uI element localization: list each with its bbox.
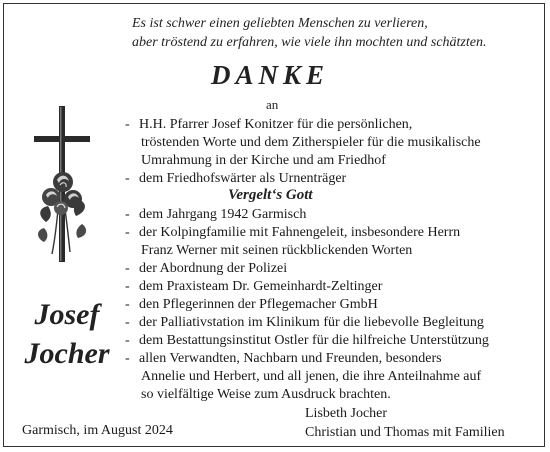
deceased-first-name: Josef (34, 298, 100, 331)
list-item (125, 296, 489, 314)
list-dash: - (125, 351, 130, 366)
list-dash: - (125, 225, 130, 240)
list-dash: - (125, 171, 130, 186)
list-dash: - (125, 261, 130, 276)
list-text: H.H. Pfarrer Josef Konitzer für die persönlichen, (139, 117, 413, 132)
list-text: der Abordnung der Polizei (139, 261, 288, 276)
list-item (125, 260, 489, 278)
list-item (125, 314, 489, 332)
list-item-continuation: so vielfältige Weise zum Ausdruck brachten. (141, 387, 391, 402)
thanks-list (125, 116, 489, 404)
list-dash: - (125, 333, 130, 348)
list-text: der Kolpingfamilie mit Fahnengeleit, insbesondere Herrn (139, 225, 461, 240)
list-dash: - (125, 297, 130, 312)
intro-line-1: Es ist schwer einen geliebten Menschen zu verlieren, (132, 16, 428, 31)
heading-text: DANKE (210, 60, 330, 90)
intro-line-2: aber tröstend zu erfahren, wie viele ihn mochten und schätzten. (132, 35, 487, 50)
list-text: dem Friedhofswärter als Urnenträger (139, 171, 347, 186)
list-dash: - (125, 117, 130, 132)
list-dash: - (125, 279, 130, 294)
vergelts-gott: Vergelt‘s Gott (228, 187, 313, 203)
list-dash: - (125, 207, 130, 222)
intro-quote (132, 14, 486, 52)
list-item-continuation: Annelie und Herbert, und all jenen, die ihre Anteilnahme auf (141, 369, 482, 384)
list-item-continuation: Umrahmung in der Kirche und am Friedhof (141, 153, 386, 168)
list-item (125, 350, 489, 368)
signer-line-2: Christian und Thomas mit Familien (305, 425, 505, 440)
list-text: dem Bestattungsinstitut Ostler für die hilfreiche Unterstützung (139, 333, 489, 348)
list-item (125, 116, 489, 134)
heading (0, 60, 550, 91)
an-label: an (266, 97, 279, 112)
list-text: den Pflegerinnen der Pflegemacher GmbH (139, 297, 378, 312)
signer-line-1: Lisbeth Jocher (305, 406, 388, 421)
cross-with-roses-icon (30, 104, 94, 264)
list-text: dem Jahrgang 1942 Garmisch (139, 207, 307, 222)
list-text: allen Verwandten, Nachbarn und Freunden, besonders (139, 351, 442, 366)
place-date: Garmisch, im August 2024 (22, 423, 173, 438)
list-item-continuation: Franz Werner mit seinen rückblickenden Worten (141, 243, 413, 258)
list-item (125, 278, 489, 296)
list-text: dem Praxisteam Dr. Gemeinhardt-Zeltinger (139, 279, 383, 294)
list-item-continuation: tröstenden Worte und dem Zitherspieler für die musikalische (141, 135, 481, 150)
signers (305, 404, 505, 442)
list-item (125, 206, 489, 224)
deceased-name (12, 295, 122, 373)
deceased-last-name: Jocher (24, 337, 110, 370)
list-item (125, 224, 489, 242)
list-item (125, 332, 489, 350)
list-item (125, 170, 489, 188)
list-text: der Palliativstation im Klinikum für die liebevolle Begleitung (139, 315, 484, 330)
list-dash: - (125, 315, 130, 330)
